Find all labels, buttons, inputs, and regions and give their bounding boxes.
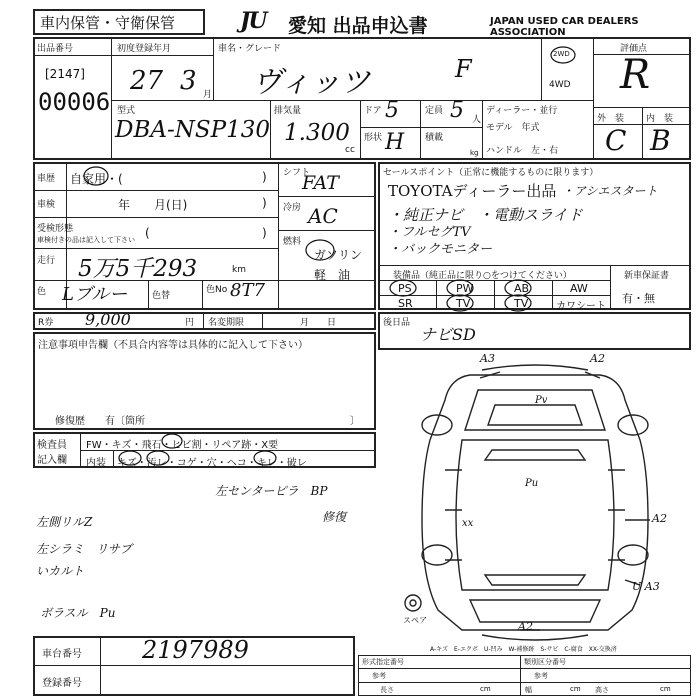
inspection-date: 年 月(日)	[118, 198, 188, 212]
mileage-value: 5万5千293	[78, 256, 198, 282]
inspector-row-2: キズ・汚レ・コゲ・穴・ヘコ・キレ・破レ	[117, 458, 307, 469]
equip-aw: AW	[570, 282, 588, 295]
shape-label: 形状	[364, 133, 383, 143]
length-label: 長さ	[380, 686, 394, 694]
inspector-row-2-prefix: 内装	[86, 458, 106, 469]
height-label: 高さ	[595, 686, 609, 694]
inspector-note-5: いカルト	[36, 564, 85, 578]
car-name-label: 車名・グレード	[218, 44, 282, 54]
dealer-label: ディーラー・並行	[486, 106, 558, 116]
recycle-label: R券	[38, 318, 54, 328]
inspector-note-1: 左センターピラ BP	[215, 484, 328, 498]
lot-number: 00006	[38, 88, 111, 116]
warranty-value: 有・無	[622, 292, 655, 305]
height-unit: cm	[660, 685, 671, 693]
ref-label-1: 参考	[372, 672, 386, 680]
model-label: 型式	[117, 106, 136, 116]
ref-label-2: 参考	[534, 672, 548, 680]
equip-tv-2: TV	[514, 297, 529, 310]
load-unit: kg	[470, 149, 479, 157]
dmg-center: Pu	[525, 478, 539, 489]
dmg-a2-top: A2	[590, 352, 605, 365]
ju-logo: JU	[240, 8, 266, 34]
recv-history-close: )	[262, 226, 267, 240]
fuel-diesel: 軽 油	[314, 268, 351, 282]
shape-value: H	[385, 130, 405, 155]
mileage-unit: km	[232, 265, 246, 275]
registration-label: 初度登録年月	[117, 44, 172, 54]
equip-ab: AB	[514, 282, 530, 295]
spare-label: スペア	[403, 616, 427, 625]
inspector-note-3: 左側リルZ	[36, 515, 93, 529]
name-change-date: 月 日	[300, 318, 337, 328]
fuel-label: 燃料	[283, 237, 302, 247]
handle-label: ハンドル 左・右	[486, 146, 559, 156]
registration-year: 27	[130, 66, 164, 96]
inspector-label-2: 記入欄	[37, 455, 67, 466]
recv-history-note: 車検付きの品は記入して下さい	[37, 236, 135, 244]
equip-sr: SR	[398, 297, 413, 310]
drive-2wd: 2WD	[553, 50, 570, 58]
seats-value: 5	[450, 98, 464, 123]
model-year-label: モデル 年式	[486, 123, 540, 133]
history-options: 自家用・(	[70, 172, 123, 186]
dmg-roof: Pv	[535, 395, 548, 406]
repair-history-label: 修復歴 有〔箇所	[55, 416, 145, 427]
dmg-a2-bottom: A2	[518, 620, 533, 633]
name-change-label: 名変期限	[208, 318, 245, 328]
color-code: 8T7	[230, 280, 265, 301]
inspection-label: 車検	[37, 200, 56, 210]
chassis-label: 車台番号	[42, 649, 82, 660]
dmg-a3-top: A3	[480, 352, 495, 365]
dmg-u-a3: U A3	[632, 580, 660, 593]
lot-sub-number: [2147]	[45, 67, 85, 81]
displacement-label: 排気量	[274, 106, 302, 116]
mileage-label: 走行	[37, 256, 56, 266]
drive-4wd: 4WD	[549, 80, 571, 90]
registration-month: 3	[180, 66, 197, 96]
exterior-label: 外 装	[597, 114, 625, 124]
association-name: JAPAN USED CAR DEALERS ASSOCIATION	[490, 16, 639, 38]
equipment-label: 装備品（純正品に限り○をつけてください）	[393, 271, 572, 281]
color-label: 色	[37, 287, 47, 297]
equip-tv: TV	[456, 297, 471, 310]
aircon-value: AC	[308, 204, 338, 228]
equip-power-seat: カワシート	[556, 301, 606, 312]
sales-points-label: セールスポイント（正常に機能するものに限ります）	[383, 168, 599, 178]
inspector-label-1: 検査員	[37, 440, 67, 451]
interior-value: B	[650, 124, 671, 157]
repaint-label: 色替	[152, 291, 171, 301]
aircon-label: 冷房	[283, 203, 302, 213]
length-unit: cm	[480, 685, 491, 693]
width-label: 幅	[525, 686, 532, 694]
recv-history-label: 受検形態	[37, 224, 74, 234]
form-number-label: 形式指定番号	[362, 658, 404, 666]
sales-line-1: TOYOTAディーラー出品	[388, 182, 557, 200]
sales-line-2: ・純正ナビ ・電動スライド	[388, 206, 583, 224]
car-name-value: ヴィッツ	[252, 65, 371, 100]
inspector-note-4: 左シラミ リサブ	[36, 542, 132, 556]
grade-value: F	[455, 55, 472, 83]
color-value: Lブルー	[62, 284, 128, 305]
warranty-label: 新車保証書	[624, 271, 670, 281]
dmg-side-xx: xx	[462, 518, 474, 529]
doors-value: 5	[385, 98, 399, 123]
recv-history-open: (	[145, 226, 150, 240]
equip-ps: PS	[398, 282, 412, 295]
inspector-row-1: FW・キズ・飛石・ヒビ割・リペア跡・X要	[86, 440, 279, 451]
registration-month-unit: 月	[203, 90, 213, 100]
recycle-value: 9,000	[85, 310, 131, 329]
notes-label: 注意事項申告欄（不具合内容等は具体的に記入して下さい）	[38, 340, 308, 351]
displacement-unit: cc	[345, 145, 355, 155]
reg-number-label: 登録番号	[42, 678, 82, 689]
rating-label: 評価点	[620, 44, 648, 54]
width-unit: cm	[570, 685, 581, 693]
recycle-unit: 円	[185, 318, 195, 328]
damage-legend: A-キズ E-エクボ U-凹み W-補修跡 S-サビ C-腐食 XX-交換済	[430, 646, 617, 653]
shift-value: FAT	[302, 172, 339, 194]
sales-line-3: ・フルセグTV	[388, 225, 471, 240]
lot-label: 出品番号	[37, 44, 74, 54]
history-label: 車歴	[37, 174, 56, 184]
repair-history-close: 〕	[350, 416, 360, 427]
exterior-value: C	[605, 124, 627, 157]
inspector-note-6: ボラスル Pu	[40, 606, 116, 620]
after-items-label: 後日品	[383, 318, 411, 328]
inspector-note-2: 修復	[322, 510, 347, 524]
model-value: DBA-NSP130	[115, 117, 270, 143]
equip-pw: PW	[456, 282, 474, 295]
fuel-gasoline: ガソリン	[314, 248, 363, 262]
doors-label: ドア	[364, 106, 382, 116]
load-label: 積載	[425, 133, 444, 143]
chassis-value: 2197989	[142, 636, 249, 664]
color-code-label: 色No	[206, 285, 228, 295]
rating-score: R	[620, 52, 651, 98]
storage-label: 車内保管・守衛保管	[40, 14, 176, 32]
form-title: 愛知 出品申込書	[288, 15, 428, 37]
dmg-a2-right: A2	[652, 512, 667, 525]
interior-label: 内 装	[646, 114, 674, 124]
seats-unit: 人	[472, 115, 482, 125]
category-number-label: 類別区分番号	[524, 658, 566, 666]
sales-line-1-hw: ・アシエスタート	[562, 184, 658, 198]
history-close: )	[262, 170, 267, 184]
displacement-value: 1.300	[284, 120, 350, 146]
inspection-close: )	[262, 196, 267, 210]
after-items-value: ナビSD	[420, 325, 476, 344]
sales-line-4: ・バックモニター	[388, 242, 493, 257]
seats-label: 定員	[425, 106, 444, 116]
shift-label: シフト	[283, 168, 311, 178]
